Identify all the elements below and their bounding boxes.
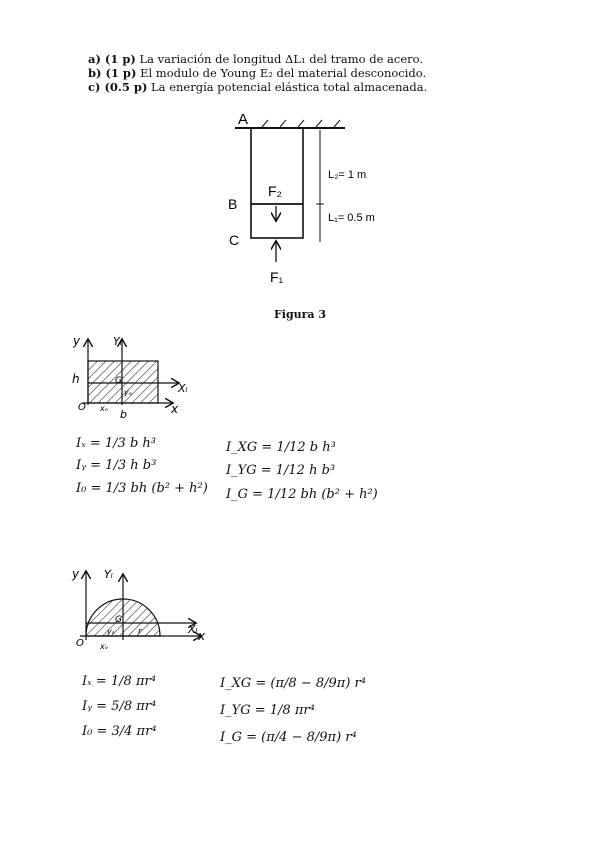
rect-h-label: h xyxy=(72,372,80,386)
question-a: a) (1 p) La variación de longitud ΔL₁ del tramo de acero. xyxy=(88,52,424,66)
label-F1: F₁ xyxy=(270,269,284,285)
semi-yo-label: yₒ xyxy=(107,627,116,636)
semi-formula-io: I₀ = 3/4 πr⁴ xyxy=(82,724,157,739)
semi-g-label: G xyxy=(115,615,122,625)
semi-formula-ix: Iₓ = 1/8 πr⁴ xyxy=(82,674,156,689)
question-c: c) (0.5 p) La energía potencial elástica total almacenada. xyxy=(88,80,428,94)
label-B: B xyxy=(228,196,238,212)
semi-formula-ig: I_G = (π/4 − 8/9π) r⁴ xyxy=(220,730,357,745)
rect-formula-io: I₀ = 1/3 bh (b² + h²) xyxy=(76,481,208,496)
rect-xg-label: Xₗ xyxy=(178,382,188,395)
semi-formula-ixg: I_XG = (π/8 − 8/9π) r⁴ xyxy=(220,676,366,691)
rect-formula-iyg: I_YG = 1/12 h b³ xyxy=(226,463,336,478)
semi-yg-label: Yₗ xyxy=(104,568,113,581)
rect-g-label: G xyxy=(115,376,122,386)
semi-y-label: y xyxy=(72,567,80,581)
semi-xg-label: Xₗ xyxy=(188,623,198,636)
rect-formula-iy: Iᵧ = 1/3 h b³ xyxy=(76,458,157,473)
label-L1: L₁= 0.5 m xyxy=(328,212,375,224)
label-F2: F₂ xyxy=(268,183,282,199)
label-A: A xyxy=(238,111,249,128)
label-L2: L₂= 1 m xyxy=(328,169,367,181)
figure3-diagram xyxy=(235,120,345,262)
rect-xo-label: xₒ xyxy=(100,404,109,413)
rect-yo-label: yₒ xyxy=(124,388,133,397)
rect-formula-ig: I_G = 1/12 bh (b² + h²) xyxy=(226,487,378,502)
figure3-caption: Figura 3 xyxy=(273,308,327,321)
question-b: b) (1 p) El modulo de Young E₂ del material desconocido. xyxy=(88,66,427,80)
semi-xo-label: xₒ xyxy=(100,642,109,651)
rect-y-label: y xyxy=(73,334,81,348)
rect-formula-ixg: I_XG = 1/12 b h³ xyxy=(226,440,336,455)
semi-formula-iyg: I_YG = 1/8 πr⁴ xyxy=(220,703,315,718)
label-C: C xyxy=(229,232,240,248)
semi-x-label: x xyxy=(198,629,206,643)
semi-o-label: O xyxy=(76,638,84,649)
rect-yg-label: Yₗ xyxy=(113,335,122,348)
rect-b-label: b xyxy=(120,408,127,421)
semi-r-label: r xyxy=(138,627,142,637)
semi-formula-iy: Iᵧ = 5/8 πr⁴ xyxy=(82,699,157,714)
rect-formula-ix: Iₓ = 1/3 b h³ xyxy=(76,436,156,451)
rect-x-label: x xyxy=(171,402,179,416)
rect-o-label: O xyxy=(78,402,86,413)
